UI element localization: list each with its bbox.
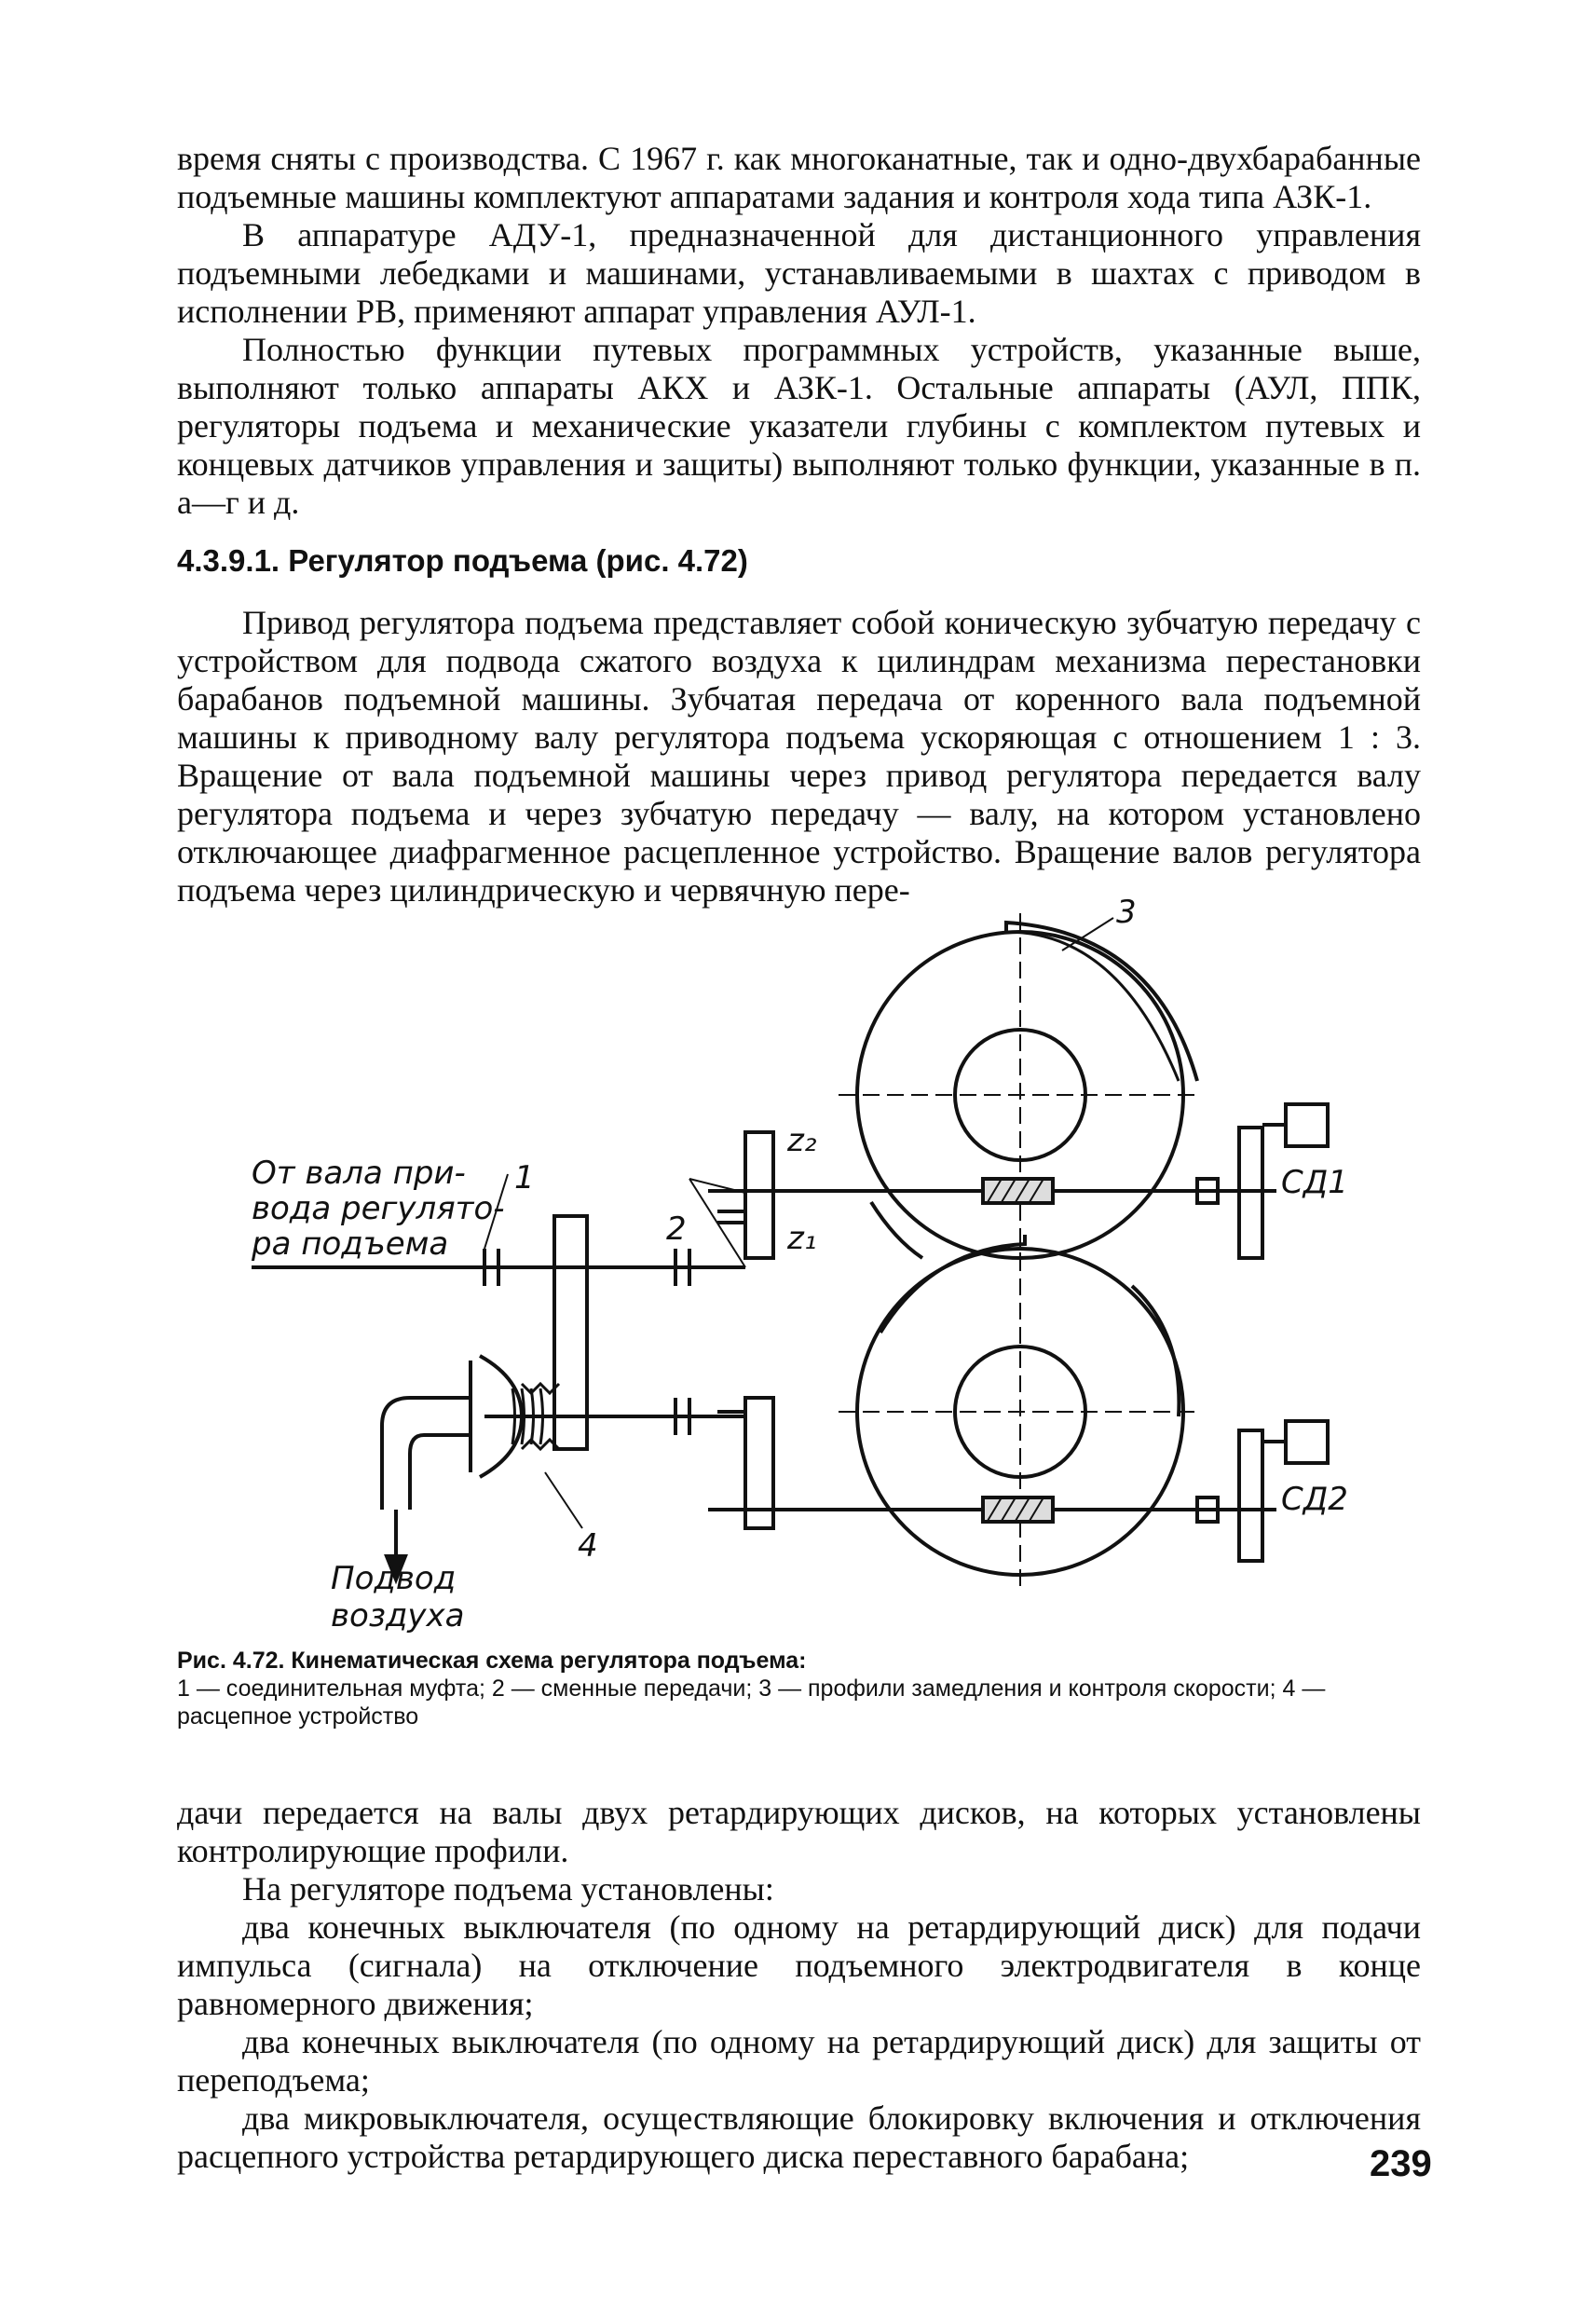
page-number: 239 [1370, 2143, 1432, 2184]
label-sd1: СД1 [1281, 1164, 1348, 1201]
continuation-paragraph-1: дачи передается на валы двух ретардирующих дисков, на которых установлены контролирующие профили. [177, 1794, 1421, 1869]
label-input-1: От вала при- [252, 1155, 466, 1192]
intro-text [177, 140, 1421, 522]
section-heading: 4.3.9.1. Регулятор подъема (рис. 4.72) [177, 543, 748, 578]
caption-legend: 1 — соединительная муфта; 2 — сменные передачи; 3 — профили замедления и контроля скорости; 4 — расцепное устройство [177, 1675, 1326, 1730]
intro-paragraph-1: время сняты с производства. С 1967 г. как многоканатные, так и одно-двухбарабанные подъемные машины комплектуют аппаратами задания и контроля хода типа АЗК-1. [177, 140, 1421, 215]
label-3: 3 [1116, 895, 1137, 931]
intro-paragraph-2: В аппаратуре АДУ-1, предназначенной для дистанционного управления подъемными лебедками и машинами, устанавливаемыми в шахтах с приводом в исполнении РВ, применяют аппарат управления АУЛ-1. [177, 216, 1421, 330]
continuation-text [177, 1794, 1421, 2176]
label-1: 1 [514, 1159, 535, 1197]
continuation-paragraph-2: На регуляторе подъема установлены: [242, 1870, 774, 1908]
label-input-3: ра подъема [252, 1225, 449, 1263]
intro-paragraph-3: Полностью функции путевых программных устройств, указанные выше, выполняют только аппараты АКХ и АЗК-1. Остальные аппараты (АУЛ, ППК, регуляторы подъема и механические указатели глубины с комплектом путевых и концевых датчиков управления и защиты) выполняют только функции, указанные в п. а—г и д. [177, 331, 1421, 521]
list-item: два конечных выключателя (по одному на ретардирующий диск) для подачи импульса (сигнала) на отключение подъемного электродвигателя в конце равномерного движения; [177, 1908, 1421, 2022]
section-paragraph-1: Привод регулятора подъема представляет собой коническую зубчатую передачу с устройством для подвода сжатого воздуха к цилиндрам механизма перестановки барабанов подъемной машины. Зубчатая передача от коренного вала подъемной машины к приводному валу регулятора подъема ускоряющая с отношением 1 : 3. Вращение от вала подъемной машины через привод регулятора передается валу регулятора подъема и через зубчатую передачу — валу, на котором установлено отключающее диафрагменное расцепленное устройство. Вращение валов регулятора подъема через цилиндрическую и червячную пере- [177, 604, 1421, 909]
list-item: два микровыключателя, осуществляющие блокировку включения и отключения расцепного устройства ретардирующего диска переставного барабана; [177, 2099, 1421, 2175]
section-body [177, 604, 1421, 909]
section-heading-wrap [177, 543, 1421, 579]
label-z1: z₁ [787, 1220, 817, 1257]
figure-caption [177, 1648, 1421, 1730]
label-air-2: воздуха [331, 1597, 465, 1634]
label-2: 2 [666, 1210, 687, 1248]
caption-title: Рис. 4.72. Кинематическая схема регулятора подъема: [177, 1648, 807, 1674]
label-sd2: СД2 [1281, 1481, 1348, 1518]
list-item: два конечных выключателя (по одному на ретардирующий диск) для защиты от переподъема; [177, 2023, 1421, 2099]
label-4: 4 [578, 1527, 598, 1565]
kinematic-diagram [0, 895, 1596, 1640]
air-pipe [382, 1398, 471, 1510]
label-air-1: Подвод [331, 1560, 457, 1597]
label-z2: z₂ [787, 1122, 817, 1159]
label-input-2: вода регулято- [252, 1190, 505, 1227]
